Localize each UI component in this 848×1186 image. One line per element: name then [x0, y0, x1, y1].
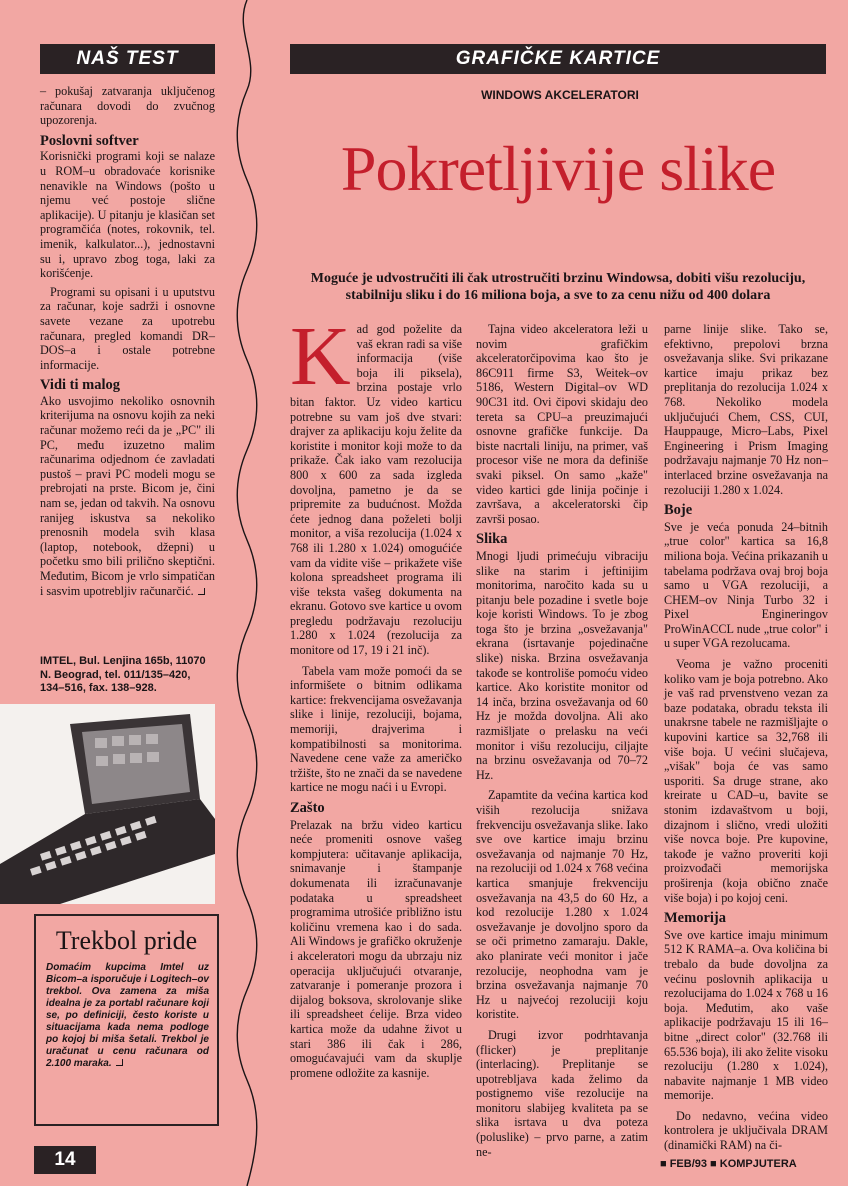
article-kicker: WINDOWS AKCELERATORI — [481, 88, 639, 102]
imtel-contact: IMTEL, Bul. Lenjina 165b, 11070 N. Beograd, tel. 011/135–420, 134–516, fax. 138–928. — [40, 655, 206, 694]
article-paragraph: Tajna video akceleratora leži u novim grafičkim akceleratorčipovima kao što je 86C911 firme S3, Weitek–ov 5186, Western Digital–ov WD 90C31 itd. Ovi čipovi skidaju deo tereta sa CPU–a preuzimajući osnovne grafičke funkcije. Da biste nacrtali liniju, na primer, vaš procesor više ne mora da definiše svaki piksel. On samo „kaže" video kartici gde linija počinje i završava, a akceleratorski čip završi posao. — [476, 322, 648, 526]
article-heading: Zašto — [290, 800, 325, 816]
sidebar-paragraph: Korisnički programi koji se nalaze u ROM–u obradovaće korisnike nenavikle na Windows (pošto u njemu već postoje slične aplikacije). U pitanju je klasičan set programčića (notes, rokovnik, tel. imenik, kalkulator...), jednostavni su i, upravo zbog toga, laki za korišćenje. — [40, 149, 215, 281]
article-paragraph: Prelazak na bržu video karticu neće promeniti osnove vašeg kompjutera: učitavanje aplikacija, snimavanje i štampanje dokumenata ili izračunavanje podataka u spreadsheet programima utrošiće približno istu količinu vremena kao i do sada. Ali Windows je grafičko okruženje i akceleratori mogu da ubrzaju niz operacija uključujući otvaranje, zatvaranje i pomeranje prozora i dijalog boksova, skrolovanje slike ili spreadsheet ćelije. Brza video kartica može da udahne život u stari 386 ili čak i 286, omogućavajući vam da skuplje promene odložite za kasnije. — [290, 817, 462, 1080]
article-paragraph: Veoma je važno proceniti koliko vam je boja potrebno. Ako je vaš rad prvenstveno vezan za baze podataka, obradu teksta ili unakrsne tabele ne razmišljajte o kupovini kartice sa 32,768 ili više boja. U većini slučajeva, „višak" boja će vas samo usporiti. Sa druge strane, ako kreirate u CAD–u, bavite se stonim izdavaštvom u boji, dizajnom i slično, vredi uložiti više novca boje. Pre kupovine, takođe je važno proveriti koji proizvođači memorijska proširenja (koja obično znače više boja) i po kojoj ceni. — [664, 657, 828, 905]
sidebar-paragraph: Programi su opisani i u uputstvu za računar, koje sadrži i osnovne savete vezane za upotrebu računara, pregled komandi DR–DOS–a i ostale potrebne informacije. — [40, 284, 215, 372]
article-column-1 — [290, 310, 462, 1086]
sidebar-paragraph: Ako usvojimo nekoliko osnovnih kriterijuma na osnovu kojih za neki računar možemo reći da je „PC" ili PC, među izuzetno malim računarima odjednom će zavladati pustoš – pravi PC modeli mogu se prebrojati na prste. Bicom je, čini nam se, jedan od takvih. Na osnovu ranijeg iskustva sa nekoliko prenosnih modela svih klasa (laptop, notebook, džepni) u početku smo bili prilično skeptični. Međutim, Bicom je vrlo simpatičan i sasvim upotrebljiv računarčić. — [40, 393, 215, 598]
article-subtitle: Moguće je udvostručiti ili čak utrostručiti brzinu Windowsa, dobiti višu rezoluciju, stabilniju sliku i do 16 miliona boja, a sve to za cenu nižu od 400 dolara — [310, 271, 806, 303]
lead-paragraph: Kad god poželite da vaš ekran radi sa više informacija (više boja ili piksela), brzina postaje vrlo bitan faktor. Uz video karticu potrebne su vam još dve stvari: drajver za aplikaciju koju želite da koristite i monitor koji može to da prikaže. Čak iako vam rezolucija 800 x 600 za sada izgleda dovoljna, pametno je da se pripremite za budućnost. Možda ćete jednog dana poželeti bolji monitor, a viša rezolucija (1.024 x 768 ili 1.280 x 1.024) omogućiće vam da vidite više – prikažete više kolona spreadsheet programa ili više teksta vašeg dokumenta na ekranu. Gotovo sve kartice u ovom pregledu podržavaju rezoluciju 1.280 x 1.024 (rezolucija za monitore od 17, 19 i 21 inč). — [290, 310, 462, 658]
footer-issue: ■ FEB/93 ■ KOMPJUTERA — [660, 1158, 797, 1170]
trekbol-title: Trekbol pride — [55, 926, 198, 955]
section-banner-nas-test: NAŠ TEST — [40, 44, 215, 74]
sidebar-heading: Poslovni softver — [40, 132, 139, 149]
page-number: 14 — [34, 1146, 96, 1174]
article-heading: Memorija — [664, 910, 726, 927]
sidebar-text — [40, 84, 215, 602]
end-mark-icon — [116, 1059, 123, 1066]
article-paragraph: Sve je veća ponuda 24–bitnih „true color" kartica sa 16,8 miliona boja. Većina prikazanih u tabelama podržava ovaj broj boja samo u VGA rezoluciji, a CHEM–ov Ninja Turbo 32 i Pixel Engineringov ProWinACCL nude „true color" i u super VGA rezolucama. — [664, 519, 828, 651]
section-banner-graficke-kartice: GRAFIČKE KARTICE — [290, 44, 826, 74]
trekbol-box — [34, 914, 219, 1126]
article-paragraph: Tabela vam može pomoći da se informišete o bitnim odlikama kartice: frekvencijama osvežavanja slike i linije, rezoluciji, bojama, memoriji, drajverima i kompatibilnosti sa monitorima. Navedene cene važe za američko tržište, što ne znači da se navedene kartice ne mogu naći i u Evropi. — [290, 663, 462, 795]
article-paragraph: Sve ove kartice imaju minimum 512 K RAMA–a. Ova količina bi trebalo da bude dovoljna za većinu poslovnih aplikacija u rezolucijama do 1.024 x 768 u 16 boja. Međutim, ako vaše aplikacije podržavaju 15 ili 16–bitne „direct color" (32.768 ili 65.536 boja), ili ako želite visoku rezoluciju (1.280 x 1.024), nabavite najmanje 1 MB video memorije. — [664, 927, 828, 1103]
trekbol-text: Domaćim kupcima Imtel uz Bicom–a isporučuje i Logitech–ov trekbol. Ova zamena za miša idealna je za portabl računare koji se, po definiciji, često koriste u situacijama kada nema podloge po kojoj bi miša šetali. Trekbol je uračunat u cenu računara od 2.100 maraka. — [46, 962, 209, 1069]
wavy-divider — [232, 0, 262, 1186]
article-paragraph: parne linije slike. Tako se, efektivno, prepolovi brzna osvežavanja slike. Svi prikazane kartice imaju prikaz bez preplitanja do rezolucija 1.024 x 768. Nekoliko modela uključujući Chem, CSS, CUI, Hauppauge, Micro–Labs, Pixel Engineering i Prism Imaging podržavaju najmanje 70 Hz non–interlaced brzine osvežavanja na rezoluciji 1.280 x 1.024. — [664, 322, 828, 497]
end-mark-icon — [198, 588, 205, 595]
article-heading: Slika — [476, 531, 508, 548]
article-column-2 — [476, 322, 648, 1165]
article-paragraph: Zapamtite da većina kartica kod viših rezolucija snižava frekvenciju osvežavanja slike. Iako sve ove kartice imaju brzinu osvežavanja od najmanje 70 Hz, na rezoluciji od 1.024 x 768 većina kartica smanjuje frekvenciju osvežavanja na 43,5 do 60 Hz, a kod rezolucije 1.280 x 1.024 osvežavanje je dovoljno sporo da se oči primetno zamaraju. Dakle, ako planirate veći monitor i jače rezolucije, neophodna vam je brzina osvežavanja najmanje 70 Hz u najvećoj rezoluciji koju koristite. — [476, 788, 648, 1022]
article-paragraph: Drugi izvor podrhtavanja (flicker) je preplitanje (interlacing). Preplitanje se upotrebljava kada želimo da postignemo više rezolucije na monitoru slabijeg kvaliteta pa se slika isrtava u dva poteza (poluslike) – prvo parne, a zatim ne- — [476, 1027, 648, 1159]
article-heading: Boje — [664, 502, 693, 519]
article-column-3 — [664, 322, 828, 1159]
article-paragraph: Do nedavno, većina video kontrolera je uključivala DRAM (dinamički RAM) na či- — [664, 1108, 828, 1153]
sidebar-heading: Vidi ti malog — [40, 377, 121, 394]
drop-cap: K — [290, 310, 351, 403]
laptop-photo — [0, 704, 215, 904]
article-title: Pokretljivije slike — [340, 133, 776, 204]
article-paragraph: Mnogi ljudi primećuju vibraciju slike na starim i jeftinijim monitorima, naročito kada su u pitanju bele pozadine i svetle boje koje koristi Windows. To je zbog toga što je brzina „osvežavanja" ekrana (isrtavanje pojedinačne slike) niska. Brzina osvežavanja takođe se kontroliše pomoću video kartice. Ako koristite monitor od 14 inča, brzina osvežavanja od 60 Hz je možda dovoljna. Ali ako razmišljate o prelasku na veći monitor i višu rezoluciju, ciljajte na brzinu osvežavanja od 70–72 Hz. — [476, 548, 648, 782]
sidebar-paragraph: – pokušaj zatvaranja uključenog računara dovodi do zvučnog upozorenja. — [40, 84, 215, 128]
